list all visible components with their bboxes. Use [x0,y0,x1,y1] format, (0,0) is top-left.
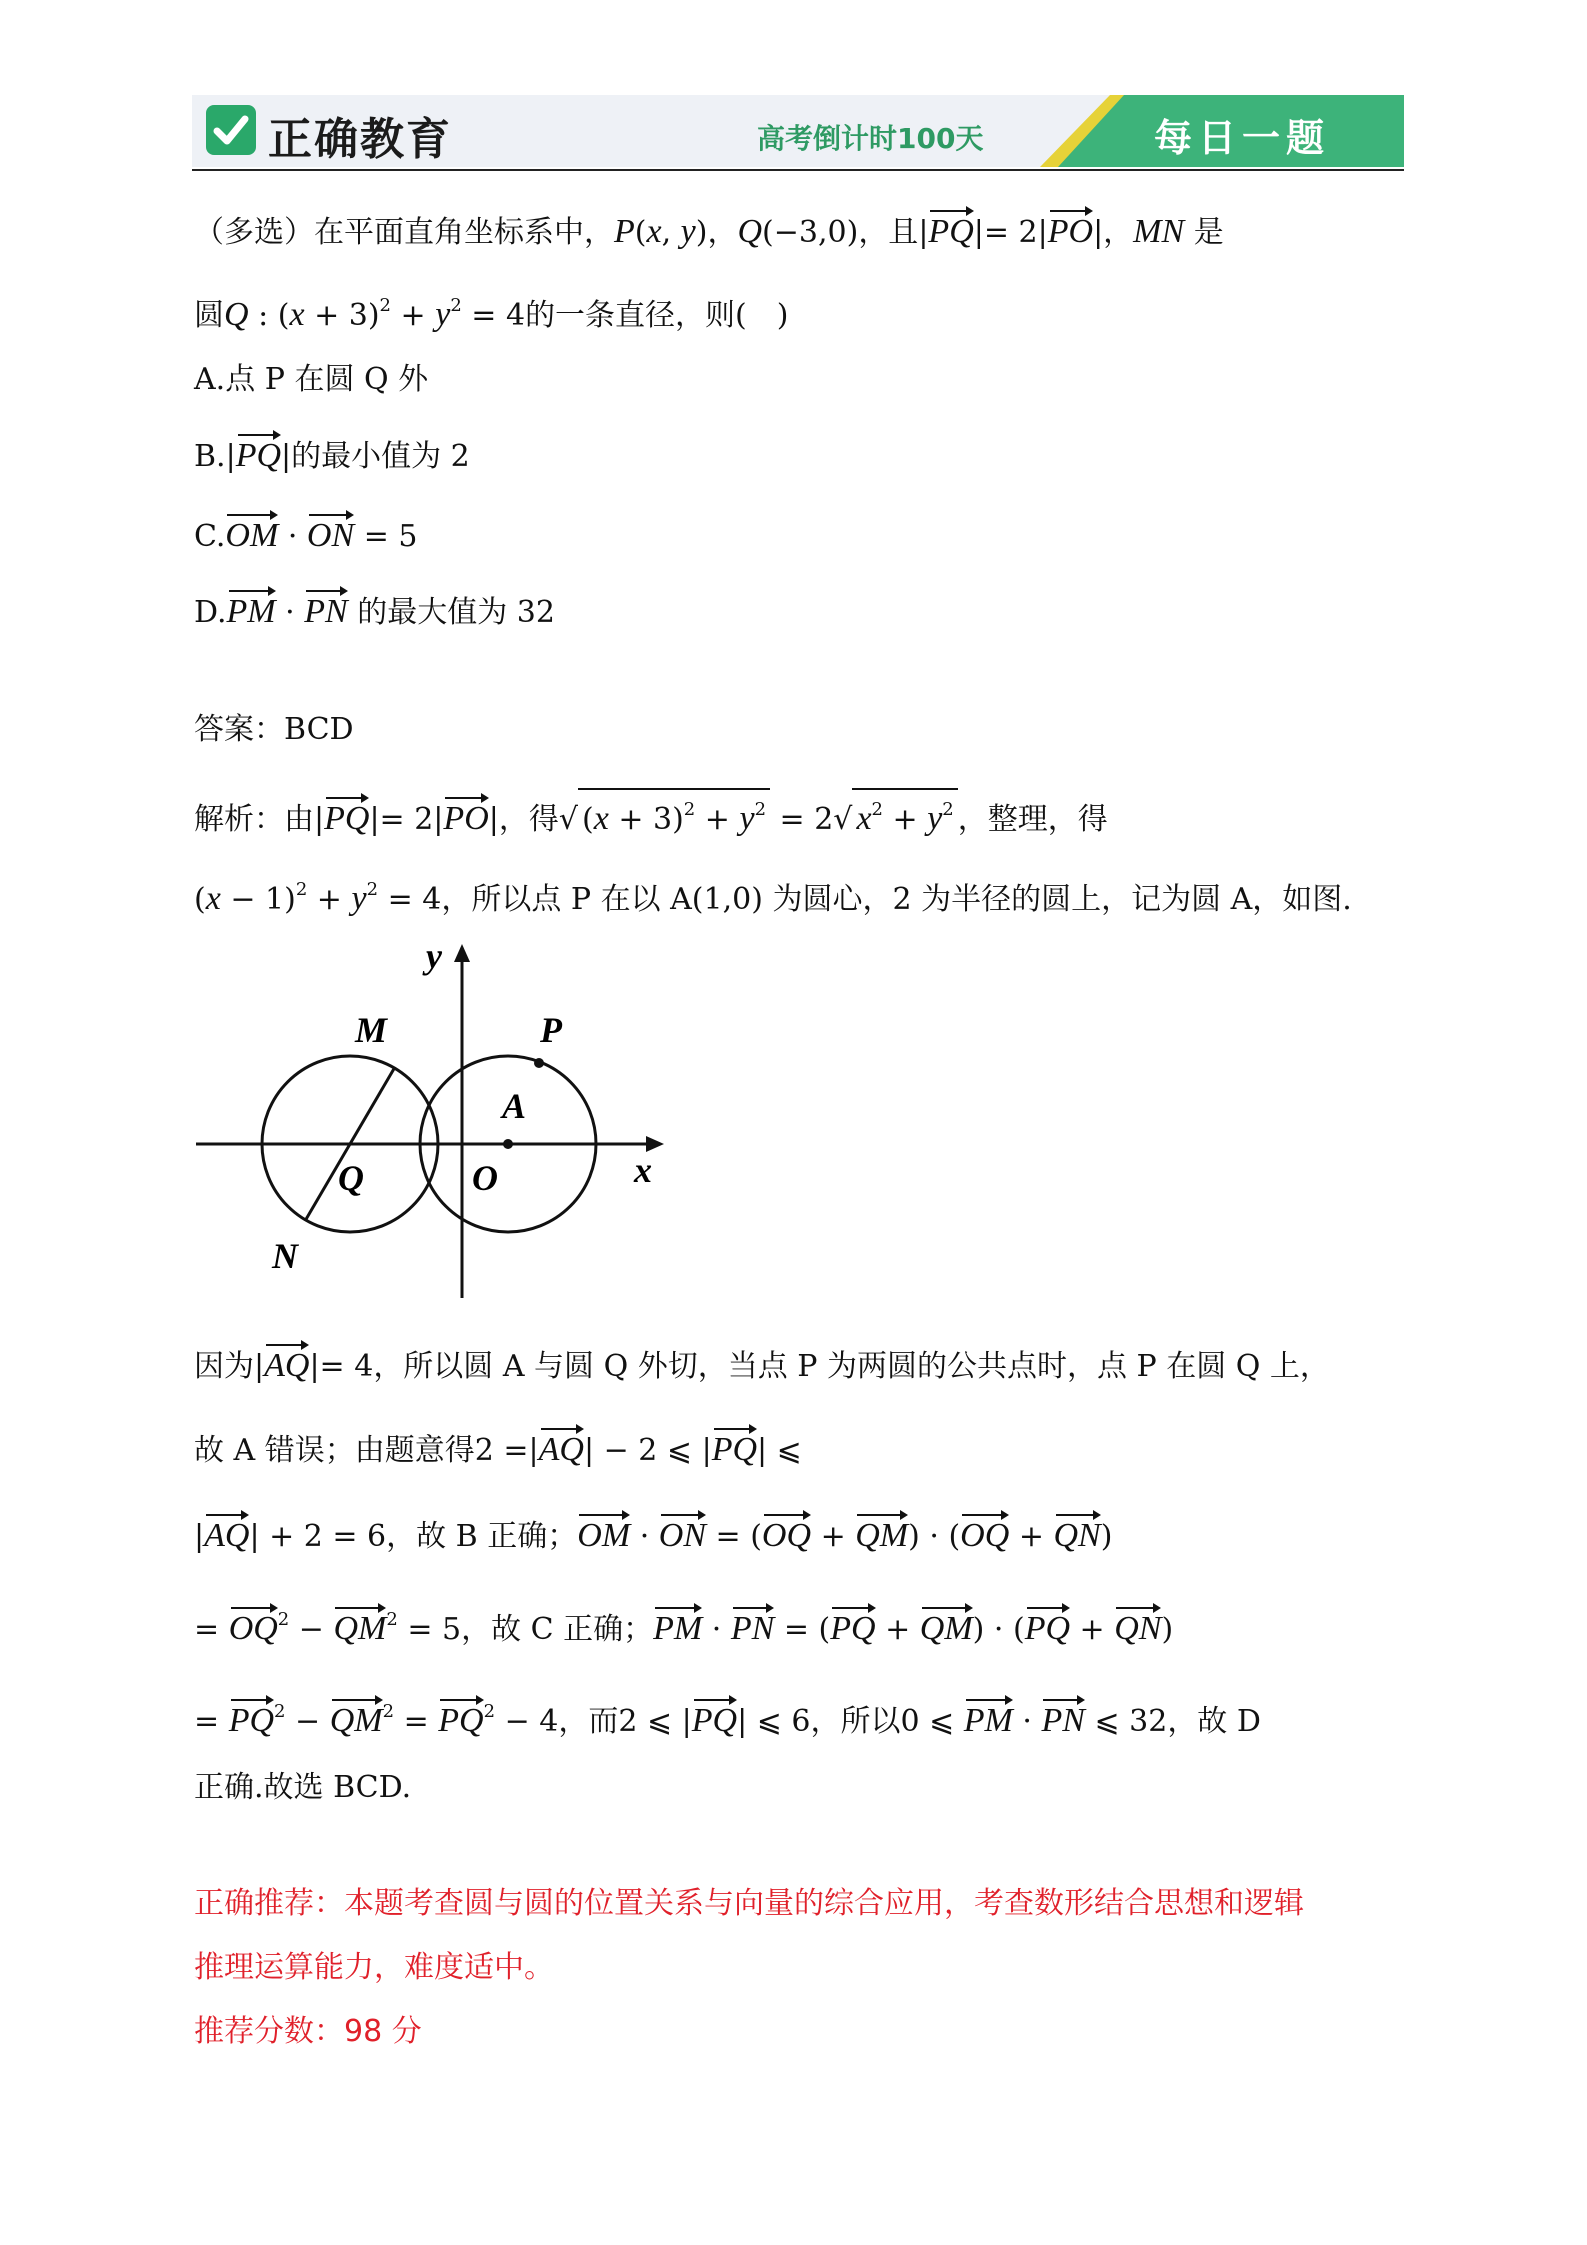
brand-name: 正确教育 [268,114,452,165]
option-d: D.PM · PN 的最大值为 32 [194,586,555,633]
analysis-line-2-text: ，所以点 P 在以 A(1,0) 为圆心，2 为半径的圆上，记为圆 A，如图. [441,882,1352,917]
analysis-b1-text: ，所以圆 A 与圆 Q 外切，当点 P 为两圆的公共点时，点 P 在圆 Q 上， [373,1349,1330,1384]
analysis-b5-so: ，所以 [810,1704,901,1739]
label-y: y [426,938,442,976]
label-a: A [502,1086,527,1126]
label-q: Q [338,1158,364,1198]
analysis-line-1: 解析：由|PQ|= 2|PO|，得√ $(x + 3)^2 + y^2 = 2√$ $x^2 + y^2$ ，整理，得 [194,788,1108,840]
analysis-line-5: |AQ| + 2 = 6，故 B 正确；OM · ON = (OQ + QM) · (OQ + QN) [194,1510,1112,1557]
analysis-arrange: ，整理，得 [957,802,1108,837]
recommend-score: 推荐分数：98 分 [194,2014,422,2049]
header-rule [192,169,1404,171]
option-b: B.|PQ|的最小值为 2 [194,430,470,477]
page-header [192,95,1404,171]
analysis-get: ，得 [498,802,559,837]
option-c: C.OM · ON = 5 [194,510,417,557]
analysis-line-4: 故 A 错误；由题意得2 =|AQ| − 2 ⩽ |PQ| ⩽ [194,1424,802,1471]
analysis-b2-text: 故 A 错误；由题意得 [194,1433,475,1468]
countdown-text: 高考倒计时100天 [757,122,984,155]
analysis-b5-end: ，故 D [1167,1704,1261,1739]
question-line-1: （多选）在平面直角坐标系中，P(x, y)，Q(−3,0)，且|PQ|= 2|PO|，MN 是 [194,206,1224,253]
analysis-prefix: 解析：由 [194,802,314,837]
daily-question-label: 每日一题 [1154,116,1331,160]
option-d-suffix: 的最大值为 32 [357,595,555,630]
analysis-line-2: $(x - 1)^2 + y^2 = 4$，所以点 P 在以 A(1,0) 为圆心，2 为半径的圆上，记为圆 A，如图. [194,879,1352,917]
analysis-line-7: = $PQ^2 - QM^2 = PQ^2 - 4$，而2 ⩽ |PQ| ⩽ 6，所以0 ⩽ PM · PN ⩽ 32，故 D [194,1692,1261,1742]
option-a: A.点 P 在圆 Q 外 [194,362,429,397]
label-p: P [540,1010,562,1050]
check-logo-icon [206,105,256,155]
label-x: x [634,1150,652,1190]
label-o: O [472,1158,498,1198]
circles-diagram [190,938,680,1308]
question-line-2: 圆Q : $(x + 3)^2 + y^2 = 4$的一条直径，则( ) [194,295,789,333]
question-line-2-suffix: 的一条直径，则( ) [525,298,789,333]
analysis-b3-text: ，故 B 正确； [386,1519,578,1554]
analysis-b5-mid: ，而 [558,1704,619,1739]
option-c-eq: = 5 [363,519,418,554]
recommend-line-2: 推理运算能力，难度适中。 [194,1950,554,1985]
analysis-line-3: 因为|AQ|= 4，所以圆 A 与圆 Q 外切，当点 P 为两圆的公共点时，点 P 在圆 Q 上， [194,1340,1330,1387]
question-intro: （多选）在平面直角坐标系中， [194,215,614,250]
analysis-because: 因为 [194,1349,254,1384]
answer-label: 答案：BCD [194,712,354,747]
label-n: N [272,1236,298,1276]
recommend-line-1: 正确推荐：本题考查圆与圆的位置关系与向量的综合应用，考查数形结合思想和逻辑 [194,1886,1304,1921]
analysis-b4-text: ，故 C 正确； [461,1612,654,1647]
analysis-line-8: 正确.故选 BCD. [194,1770,412,1805]
option-b-suffix: 的最小值为 2 [291,439,470,474]
analysis-line-6: = $OQ^2 - QM^2 = 5$，故 C 正确；PM · PN = (PQ + QM) · (PQ + QN) [194,1600,1173,1650]
label-m: M [355,1010,388,1050]
